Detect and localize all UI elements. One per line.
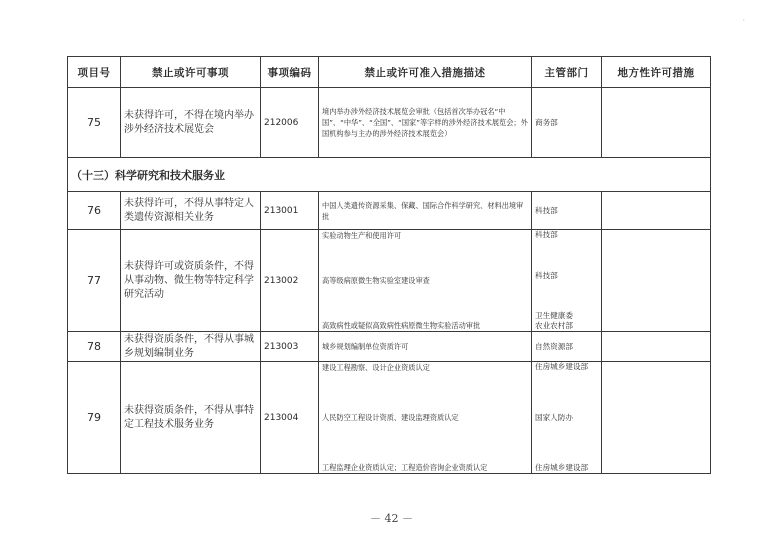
- row-department: 商务部: [532, 88, 602, 158]
- row-measures: [319, 362, 532, 474]
- row-item: 未获得资质条件，不得从事城乡规划编制业务: [121, 332, 261, 362]
- header-code: 事项编码: [261, 57, 319, 88]
- table-row: [68, 362, 711, 474]
- permit-table: [67, 56, 711, 474]
- row-measure: 人民防空工程设计资质、建设监理资质认定: [322, 413, 459, 422]
- row-item: 未获得资质条件，不得从事特定工程技术服务业务: [121, 362, 261, 474]
- row-measure: 高等级病原微生物实验室建设审查: [322, 276, 430, 285]
- row-department: 科技部: [532, 192, 602, 230]
- row-measure: 高致病性或疑似高致病性病原微生物实验活动审批: [322, 321, 481, 330]
- row-department: 科技部: [535, 270, 558, 280]
- table-row: [68, 332, 711, 362]
- row-local: [602, 230, 711, 332]
- table-row: [68, 192, 711, 230]
- table-header-row: [68, 57, 711, 88]
- row-number: 77: [68, 230, 121, 332]
- row-department: 住房城乡建设部: [535, 463, 589, 472]
- row-department: 住房城乡建设部: [535, 362, 589, 371]
- header-prohibited: 禁止或许可事项: [121, 57, 261, 88]
- row-code: 213002: [261, 230, 319, 332]
- row-item: 未获得许可或资质条件，不得从事动物、微生物等特定科学研究活动: [121, 230, 261, 332]
- row-measure: 城乡规划编制单位资质许可: [319, 332, 532, 362]
- row-measure: 实验动物生产和使用许可: [322, 231, 402, 240]
- row-local: [602, 88, 711, 158]
- section-heading: （十三）科学研究和技术服务业: [68, 158, 711, 192]
- row-measure: 建设工程勘察、设计企业资质认定: [322, 363, 430, 372]
- row-department: 卫生健康委 农业农村部: [535, 311, 573, 330]
- row-local: [602, 332, 711, 362]
- header-department: 主管部门: [532, 57, 602, 88]
- header-local: 地方性许可措施: [602, 57, 711, 88]
- row-number: 75: [68, 88, 121, 158]
- row-number: 76: [68, 192, 121, 230]
- header-measures: 禁止或许可准入措施描述: [319, 57, 532, 88]
- row-department: 科技部: [535, 230, 558, 239]
- row-number: 78: [68, 332, 121, 362]
- table-row: [68, 230, 711, 332]
- row-item: 未获得许可，不得在境内举办涉外经济技术展览会: [121, 88, 261, 158]
- row-measures: [319, 230, 532, 332]
- header-seq: 项目号: [68, 57, 121, 88]
- page-number: － 42 －: [370, 512, 413, 525]
- row-department: 国家人防办: [535, 412, 573, 422]
- row-number: 79: [68, 362, 121, 474]
- row-departments: [532, 362, 602, 474]
- table-row: [68, 88, 711, 158]
- row-code: 213004: [261, 362, 319, 474]
- row-code: 213003: [261, 332, 319, 362]
- row-item: 未获得许可，不得从事特定人类遗传资源相关业务: [121, 192, 261, 230]
- row-measure: 境内举办涉外经济技术展览会审批（包括首次举办冠名“中国”、“中华”、“全国”、“国家”等字样的涉外经济技术展览会；外国机构参与主办的涉外经济技术展览会）: [319, 88, 532, 158]
- row-code: 212006: [261, 88, 319, 158]
- section-row: [68, 158, 711, 192]
- row-department: 自然资源部: [532, 332, 602, 362]
- row-departments: [532, 230, 602, 332]
- row-local: [602, 192, 711, 230]
- row-code: 213001: [261, 192, 319, 230]
- scan-mark: ·: [742, 16, 745, 25]
- row-measure: 工程监理企业资质认定；工程造价咨询企业资质认定: [322, 463, 488, 472]
- row-local: [602, 362, 711, 474]
- row-measure: 中国人类遗传资源采集、保藏、国际合作科学研究、材料出境审批: [319, 192, 532, 230]
